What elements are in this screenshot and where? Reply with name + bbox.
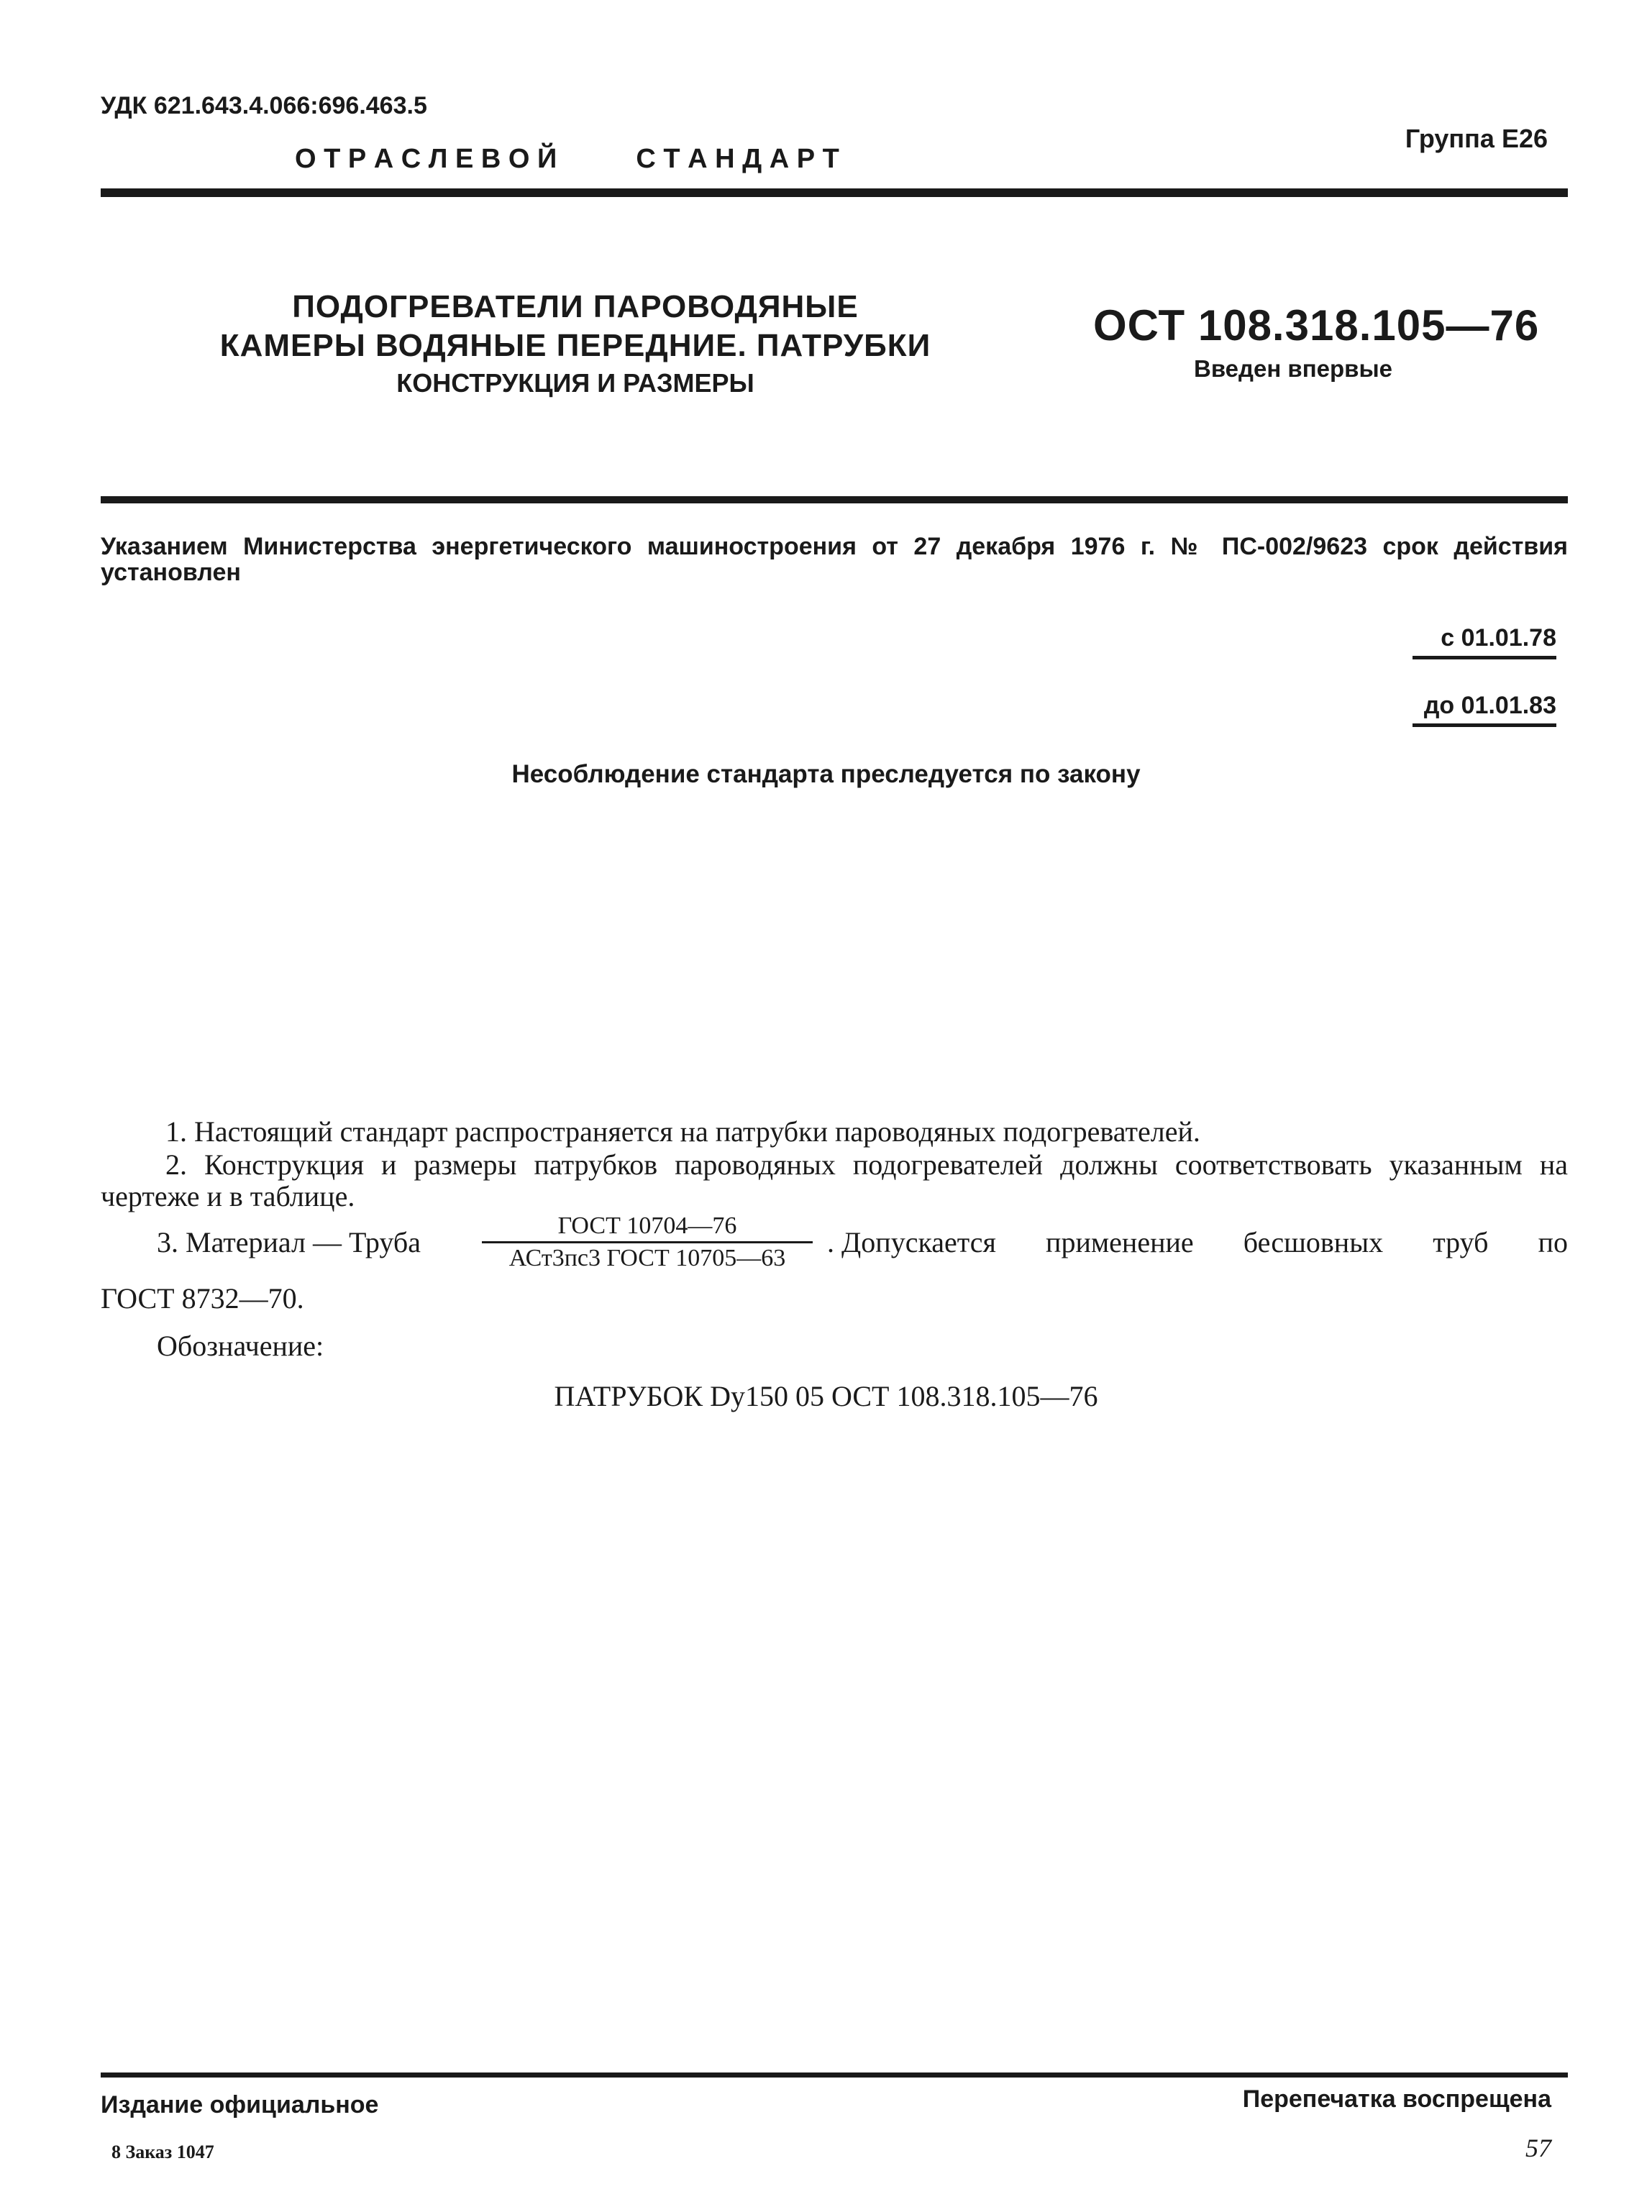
document-title — [144, 288, 1007, 401]
designation-example: ПАТРУБОК Dу150 05 ОСТ 108.318.105—76 — [554, 1380, 1098, 1412]
paragraph-3-rest — [827, 1227, 1568, 1258]
directive-text: Указанием Министерства энергетического машиностроения от 27 декабря 1976 г. № ПС-002/9623 срок действия установлен — [101, 533, 1568, 586]
standard-type-part2: С Т А Н Д А Р Т — [636, 144, 839, 174]
order-number: 8 Заказ 1047 — [111, 2142, 214, 2162]
paragraph-3-end: ГОСТ 8732—70. — [101, 1282, 304, 1315]
reprint-prohibited: Перепечатка воспрещена — [1242, 2085, 1551, 2113]
udk-code: УДК 621.643.4.066:696.463.5 — [101, 92, 427, 119]
footer-rule — [101, 2072, 1568, 2078]
paragraph-1: 1. Настоящий стандарт распространяется на патрубки пароводяных подогревателей. — [165, 1115, 1200, 1148]
paragraph-3-word: труб — [1433, 1226, 1489, 1258]
date-from: с 01.01.78 — [1441, 624, 1556, 652]
material-fraction — [482, 1212, 813, 1272]
date-to-underline — [1413, 723, 1556, 727]
law-warning: Несоблюдение стандарта преследуется по закону — [511, 760, 1141, 788]
paragraph-2: 2. Конструкция и размеры патрубков пароводяных подогревателей должны соответствовать указанным на чертеже и в таблице. — [101, 1148, 1568, 1212]
fraction-denominator: АСт3пс3 ГОСТ 10705—63 — [508, 1245, 786, 1271]
header-rule — [101, 188, 1568, 197]
group-code: Группа Е26 — [1405, 124, 1548, 153]
paragraph-3-word: применение — [1046, 1226, 1194, 1258]
fraction-numerator: ГОСТ 10704—76 — [557, 1212, 737, 1239]
standard-type-part1: О Т Р А С Л Е В О Й — [295, 144, 557, 174]
standard-type-heading — [295, 144, 839, 175]
paragraph-3-word: по — [1538, 1226, 1568, 1258]
page-number: 57 — [1525, 2134, 1551, 2162]
date-to: до 01.01.83 — [1423, 692, 1556, 719]
date-from-underline — [1413, 656, 1556, 659]
official-edition: Издание официальное — [101, 2091, 379, 2119]
paragraph-3-word: бесшовных — [1243, 1226, 1384, 1258]
title-line-1: ПОДОГРЕВАТЕЛИ ПАРОВОДЯНЫЕ — [292, 289, 859, 324]
paragraph-3-word: . Допускается — [827, 1226, 996, 1258]
title-line-2: КАМЕРЫ ВОДЯНЫЕ ПЕРЕДНИЕ. ПАТРУБКИ — [219, 328, 931, 363]
ost-number: ОСТ 108.318.105—76 — [1093, 301, 1540, 349]
fraction-bar — [482, 1241, 813, 1243]
designation-label: Обозначение: — [157, 1330, 324, 1362]
introduced-note: Введен впервые — [1194, 355, 1392, 382]
title-rule — [101, 496, 1568, 503]
title-line-3: КОНСТРУКЦИЯ И РАЗМЕРЫ — [396, 368, 754, 398]
paragraph-3-start: 3. Материал — Труба — [157, 1226, 421, 1258]
